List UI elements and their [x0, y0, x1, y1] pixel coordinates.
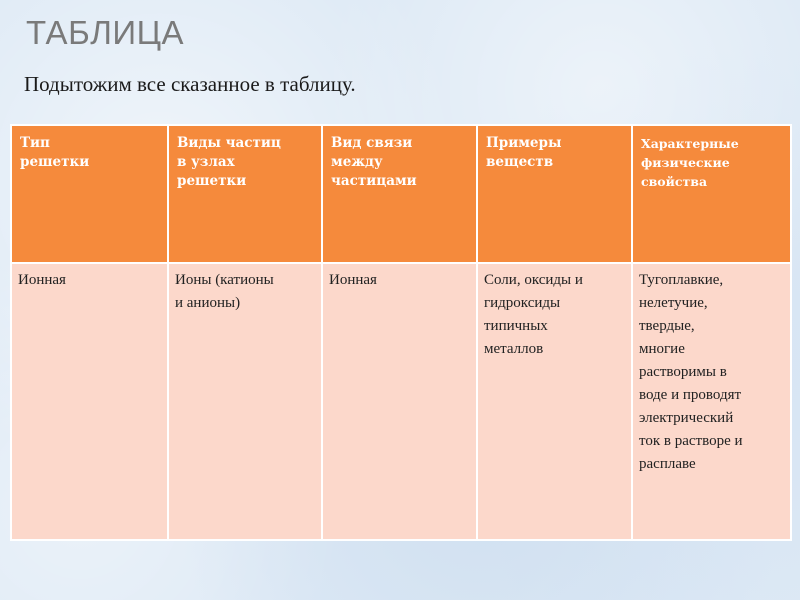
cell-physical-properties: Тугоплавкие, нелетучие, твердые, многие растворимы в воде и проводят электрический ток в растворе и расплаве — [632, 263, 791, 540]
table-header-row — [11, 125, 791, 263]
header-lattice-type: Тип решетки — [11, 125, 168, 263]
header-particle-types: Виды частиц в узлах решетки — [168, 125, 322, 263]
slide-subtitle: Подытожим все сказанное в таблицу. — [24, 72, 356, 96]
header-examples: Примеры веществ — [477, 125, 632, 263]
header-bond-type: Вид связи между частицами — [322, 125, 477, 263]
cell-particle-types: Ионы (катионы и анионы) — [168, 263, 322, 540]
header-physical-properties: Характерные физические свойства — [632, 125, 791, 263]
cell-examples: Соли, оксиды и гидроксиды типичных металлов — [477, 263, 632, 540]
cell-lattice-type: Ионная — [11, 263, 168, 540]
cell-bond-type: Ионная — [322, 263, 477, 540]
slide-title: ТАБЛИЦА — [26, 14, 185, 51]
table-row — [11, 263, 791, 540]
summary-table — [10, 124, 792, 541]
